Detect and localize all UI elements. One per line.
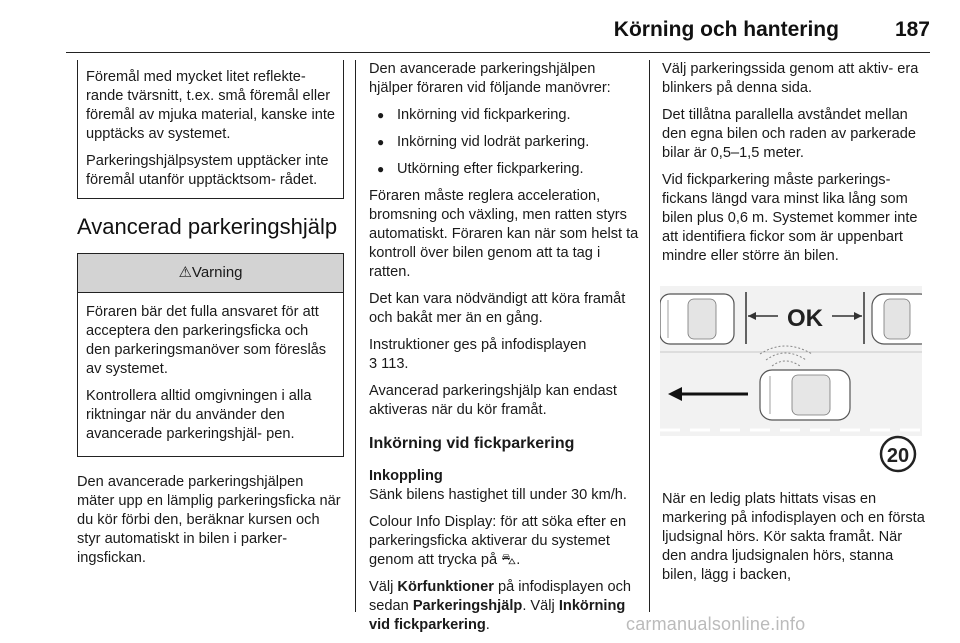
- bullet-item: ● Inkörning vid lodrät parkering.: [369, 133, 639, 152]
- body-paragraph: Välj Körfunktioner på infodisplayen och sedan Parkeringshjälp. Välj Inkörning vid fickparkering.: [369, 579, 632, 633]
- warning-paragraph: Kontrollera alltid omgivningen i alla riktningar när du använder den avancerade parkeringshjäl- pen.: [86, 388, 312, 442]
- column-3: [662, 60, 927, 593]
- page-number: 187: [894, 18, 930, 41]
- warning-body: [78, 293, 343, 456]
- warning-icon: ⚠: [178, 264, 192, 281]
- column-1: [77, 60, 344, 576]
- ok-label: OK: [787, 305, 823, 332]
- section-title: Körning och hantering: [613, 18, 839, 41]
- parking-assist-button-icon: ⛍: [501, 552, 517, 568]
- watermark: carmanualsonline.info: [626, 614, 806, 634]
- page-reference-link[interactable]: 3 113.: [369, 356, 409, 372]
- warning-paragraph: Föraren bär det fulla ansvaret för att acceptera den parkeringsficka och den parkeringsmanöver som föreslås av systemet.: [86, 304, 327, 377]
- parked-car-right: [872, 294, 922, 344]
- bullet-item: ● Inkörning vid fickparkering.: [369, 106, 639, 125]
- body-paragraph: Colour Info Display: för att söka efter en parkeringsficka aktiverar du systemet genom att trycka på ⛍.: [369, 514, 627, 568]
- figure-number-badge: [881, 437, 915, 471]
- continued-note-box: [77, 60, 344, 199]
- body-paragraph: Den avancerade parkeringshjälpen mäter upp en lämplig parkeringsficka när du kör förbi den, beräknar kursen och styr automatiskt in bilen i parker- ingsfickan.: [77, 474, 341, 566]
- body-paragraph: Välj parkeringssida genom att aktiv- era blinkers på denna sida.: [662, 61, 919, 96]
- body-paragraph: Vid fickparkering måste parkerings- fickans längd vara minst lika lång som bilen plus 0,6 m. Systemet kommer inte att identifiera fickor som är uppenbart mindre eller större än bilen.: [662, 172, 918, 264]
- parking-illustration: [660, 286, 922, 476]
- header-rule: [66, 52, 930, 53]
- menu-term: Körfunktioner: [397, 579, 494, 595]
- subsection-heading: Inkörning vid fickparkering: [369, 435, 575, 452]
- intro-paragraph: Den avancerade parkeringshjälpen hjälper föraren vid följande manövrer:: [369, 61, 611, 96]
- section-heading: Avancerad parkeringshjälp: [77, 214, 338, 239]
- body-paragraph: Sänk bilens hastighet till under 30 km/h.: [369, 487, 627, 503]
- step-label: Inkoppling: [369, 468, 443, 484]
- warning-box: [77, 253, 344, 457]
- body-paragraph: Avancerad parkeringshjälp kan endast aktiveras när du kör framåt.: [369, 383, 617, 418]
- parking-illustration-svg: [660, 286, 922, 476]
- bullet-item: ● Utkörning efter fickparkering.: [369, 160, 639, 179]
- instruction-text: Instruktioner ges på infodisplayen: [369, 337, 587, 353]
- own-car: [760, 370, 850, 420]
- page-header: [66, 18, 930, 54]
- column-divider-2: [649, 60, 650, 612]
- column-divider-1: [355, 60, 356, 612]
- body-paragraph: [369, 336, 639, 374]
- column-2: [369, 60, 639, 643]
- note-paragraph: Parkeringshjälpsystem upptäcker inte föremål utanför upptäcktsom- rådet.: [86, 153, 329, 188]
- instruction-text: Colour Info Display: för att söka efter en parkeringsficka aktiverar du systemet genom att trycka på: [369, 514, 627, 568]
- figure-number: 20: [886, 445, 910, 467]
- body-paragraph: När en ledig plats hittats visas en markering på infodisplayen och en första ljudsignal hörs. Kör sakta framåt. När den andra ljudsignalen hörs, stanna bilen, lägg i backen,: [662, 491, 925, 583]
- menu-term: Inkörning vid fickparkering: [369, 598, 626, 633]
- warning-title: Varning: [191, 264, 243, 281]
- note-paragraph: Föremål med mycket litet reflekte- rande tvärsnitt, t.ex. små föremål eller föremål av mjuka material, kanske inte upptäcks av systemet.: [86, 69, 336, 142]
- body-paragraph: Föraren måste reglera acceleration, bromsning och växling, men ratten styrs automatiskt. Föraren kan när som helst ta kontroll över bilen genom att ta tag i ratten.: [369, 188, 639, 280]
- body-paragraph: Det kan vara nödvändigt att köra framåt och bakåt mer än en gång.: [369, 291, 626, 326]
- body-paragraph: Det tillåtna parallella avståndet mellan den egna bilen och raden av parkerade bilar är 0,5–1,5 meter.: [662, 107, 916, 161]
- warning-header: [78, 254, 343, 293]
- menu-term: Parkeringshjälp: [412, 598, 523, 614]
- parked-car-left: [660, 294, 734, 344]
